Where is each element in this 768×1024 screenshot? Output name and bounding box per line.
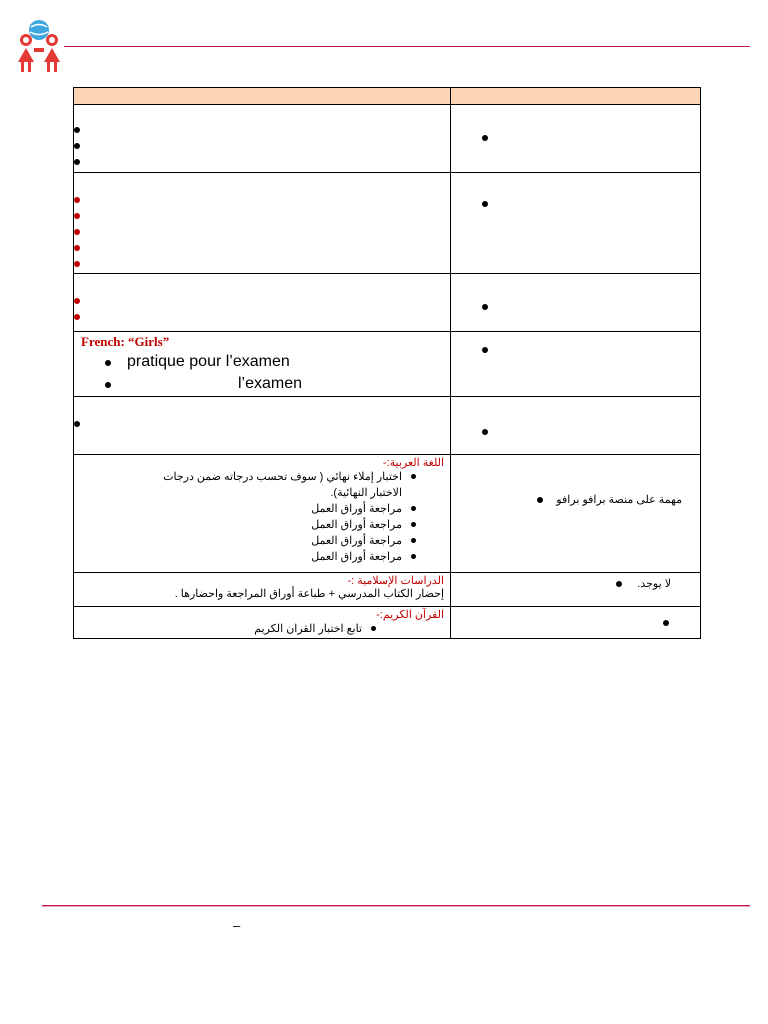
arabic-language-heading: اللغة العربية:- xyxy=(382,457,444,469)
footer-dash: – xyxy=(233,918,241,933)
bullet-icon xyxy=(616,581,622,587)
table-row xyxy=(74,105,701,173)
islamic-studies-heading: الدراسات الإسلامية :- xyxy=(347,575,444,587)
list-item xyxy=(74,155,450,171)
islamic-task-text: لا يوجد. xyxy=(637,578,671,590)
list-item xyxy=(74,225,450,241)
arabic-task-text: مهمة على منصة برافو برافو xyxy=(556,494,682,506)
bullet-icon xyxy=(537,497,543,503)
table-row xyxy=(74,332,701,397)
french-title: French: “Girls” xyxy=(81,334,170,349)
list-item: مراجعة أوراق العمل xyxy=(140,533,416,549)
list-item xyxy=(74,193,450,209)
children-globe-logo-icon xyxy=(14,18,64,74)
table-row xyxy=(74,397,701,455)
list-item: مراجعة أوراق العمل xyxy=(140,549,416,565)
list-item xyxy=(74,417,450,433)
list-item xyxy=(74,310,450,326)
bullet-icon xyxy=(482,429,488,435)
list-item xyxy=(74,123,450,139)
list-item: مراجعة أوراق العمل xyxy=(140,517,416,533)
list-item: مراجعة أوراق العمل xyxy=(140,501,416,517)
table-header-right xyxy=(451,88,701,105)
list-item xyxy=(74,139,450,155)
table-row xyxy=(74,173,701,274)
footer-rule xyxy=(42,905,750,906)
header-rule xyxy=(64,46,750,47)
list-item: اختبار إملاء نهائي ( سوف تحسب درجاته ضمن درجات الاختبار النهائية). xyxy=(140,469,416,501)
list-item: pratique pour l’examen xyxy=(74,352,450,374)
list-item xyxy=(74,294,450,310)
list-item xyxy=(74,241,450,257)
bullet-icon xyxy=(482,201,488,207)
bullet-icon xyxy=(482,347,488,353)
quran-heading: القرآن الكريم:- xyxy=(376,609,444,621)
list-item xyxy=(74,257,450,273)
weekly-plan-table xyxy=(73,87,701,639)
bullet-icon xyxy=(663,620,669,626)
list-item: l’examen xyxy=(74,374,450,396)
bullet-icon xyxy=(482,304,488,310)
table-row xyxy=(74,607,701,639)
table-row xyxy=(74,274,701,332)
bullet-icon xyxy=(482,135,488,141)
table-row xyxy=(74,573,701,607)
islamic-studies-text: إحضار الكتاب المدرسي + طباعة أوراق المراجعة واحضارها . xyxy=(174,588,444,600)
table-row xyxy=(74,455,701,573)
list-item: تابع اختبار القران الكريم xyxy=(80,621,376,637)
table-header-left xyxy=(74,88,451,105)
list-item xyxy=(74,209,450,225)
